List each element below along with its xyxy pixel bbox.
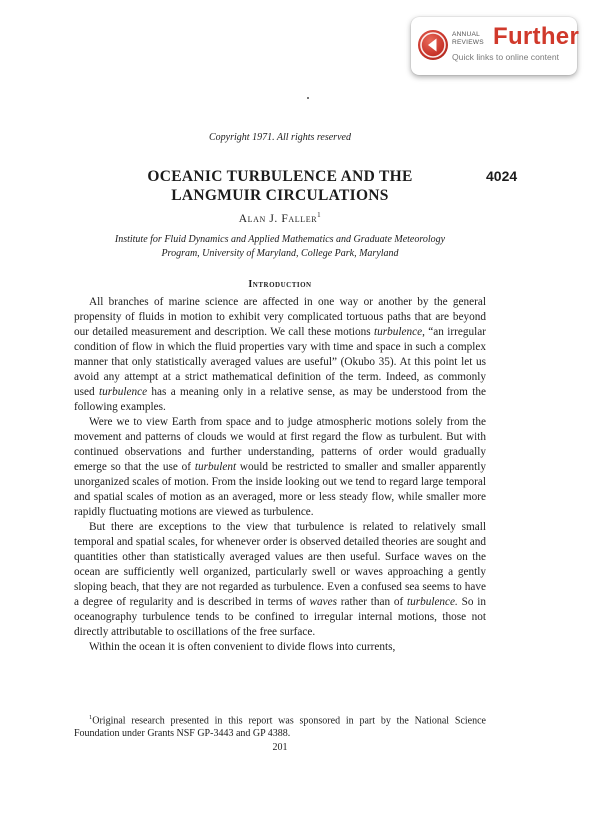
footnote: [74, 711, 486, 740]
title-line-1: OCEANIC TURBULENCE AND THE: [147, 168, 413, 185]
paragraph-2: Were we to view Earth from space and to judge atmospheric motions solely from the movement and patterns of clouds we would at first regard the flow as turbulent. But with continued observations and further understanding, patterns of order would gradually emerge so that the use of turbulent would be restricted to smaller and smaller apparently unorganized scales of motion. From the inside looking out we tend to regard large temporal and spatial scales of motion as an averaged, more or less steady flow, while smaller more rapidly fluctuating motions are viewed as turbulence.: [74, 416, 486, 518]
title-line-2: LANGMUIR CIRCULATIONS: [171, 187, 389, 204]
annual-label: ANNUAL: [452, 31, 480, 38]
further-subtitle: Quick links to online content: [452, 52, 560, 62]
back-arrow-circle-icon: [418, 30, 448, 60]
author-name: Alan J. Faller: [238, 212, 318, 225]
further-title: Further: [493, 23, 580, 50]
author-footnote-mark[interactable]: 1: [317, 211, 322, 219]
affiliation-line-1: Institute for Fluid Dynamics and Applied Mathematics and Graduate Meteorology: [114, 234, 446, 245]
author-line: [0, 211, 560, 225]
paragraph-3: But there are exceptions to the view that turbulence is related to relatively small temporal and spatial scales, for whenever order is observed detailed theories are sought and quantities other than statistically averaged values are then useful. Surface waves on the ocean are sufficiently well organized, particularly swell or waves approaching a gently sloping beach, that they are not regarded as turbulence. Even a confused sea seems to have a degree of regularity and is described in terms of waves rather than of turbulence. So in oceanography turbulence tends to be confined to irregular internal motions, those not directly attributable to oscillations of the free surface.: [74, 521, 486, 638]
footnote-text: Original research presented in this report was sponsored in part by the National Science Foundation under Grants NSF GP-3443 and GP 4388.: [74, 715, 486, 740]
paragraph-4: Within the ocean it is often convenient to divide flows into currents,: [89, 641, 396, 653]
page-number: 201: [272, 742, 288, 753]
annual-reviews-wordmark: [452, 31, 492, 46]
scan-speck: [307, 97, 309, 99]
manuscript-number: 4024: [486, 168, 518, 184]
paragraph-1: All branches of marine science are affected in one way or another by the general propensity of fluids in motion to exhibit very complicated tortuous paths that are beyond our detailed measurement and description. We call these motions turbulence, “an irregular condition of flow in which the fluid properties vary with time and space in such a complex manner that only statistically averaged values are useful” (Okubo 35). At this point let us avoid any attempt at a strict mathematical definition of the term. Indeed, as commonly used turbulence has a meaning only in a relative sense, as may be understood from the following examples.: [74, 296, 486, 413]
further-links-badge[interactable]: [411, 17, 580, 75]
article-title: [80, 167, 480, 205]
reviews-label: REVIEWS: [452, 38, 484, 46]
author-affiliation: [68, 233, 492, 260]
affiliation-line-2: Program, University of Maryland, College Park, Maryland: [161, 247, 399, 259]
article-body: [74, 295, 486, 655]
copyright-line: Copyright 1971. All rights reserved: [209, 132, 351, 143]
footnote-mark: 1: [89, 714, 93, 721]
section-heading-introduction: Introduction: [248, 279, 312, 290]
